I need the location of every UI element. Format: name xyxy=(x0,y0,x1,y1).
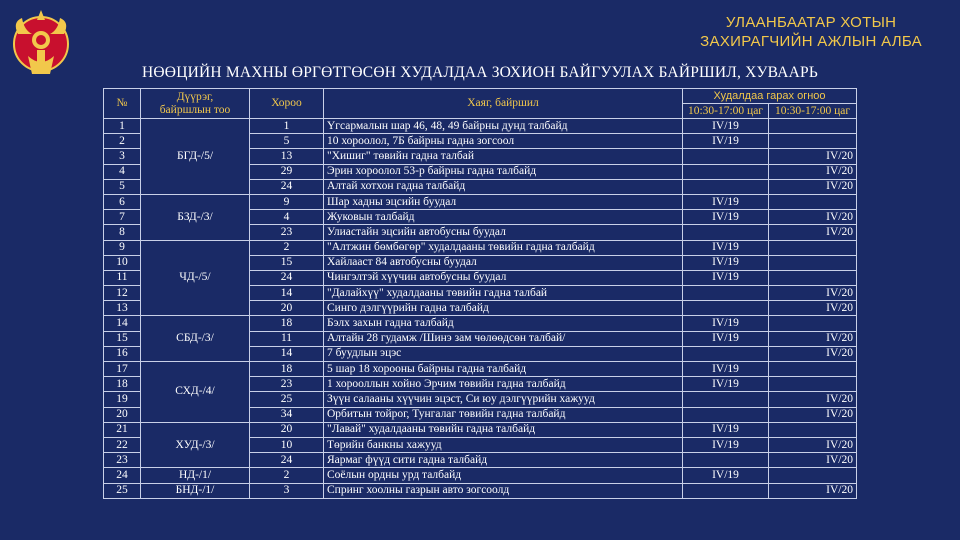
khoroo-number: 24 xyxy=(250,453,324,468)
table-row xyxy=(104,468,857,483)
row-number: 14 xyxy=(104,316,141,331)
sales-date-day2 xyxy=(769,119,857,134)
row-number: 25 xyxy=(104,483,141,498)
row-number: 4 xyxy=(104,164,141,179)
sales-date-day2: IV/20 xyxy=(769,437,857,452)
row-number: 17 xyxy=(104,362,141,377)
address-cell: Яармаг фүүд сити гадна талбайд xyxy=(324,453,683,468)
sales-date-day1 xyxy=(683,164,769,179)
sales-date-day2: IV/20 xyxy=(769,149,857,164)
address-cell: Чингэлтэй хүүчин автобусны буудал xyxy=(324,270,683,285)
header-no: № xyxy=(104,89,141,119)
sales-date-day1: IV/19 xyxy=(683,422,769,437)
sales-date-day2 xyxy=(769,270,857,285)
sales-date-day1: IV/19 xyxy=(683,255,769,270)
row-number: 18 xyxy=(104,377,141,392)
khoroo-number: 1 xyxy=(250,119,324,134)
sales-date-day1 xyxy=(683,225,769,240)
row-number: 23 xyxy=(104,453,141,468)
sales-date-day1 xyxy=(683,149,769,164)
address-cell: Бэлх захын гадна талбайд xyxy=(324,316,683,331)
address-cell: Синго дэлгүүрийн гадна талбайд xyxy=(324,301,683,316)
sales-date-day2: IV/20 xyxy=(769,331,857,346)
khoroo-number: 5 xyxy=(250,134,324,149)
address-cell: "Лавай" худалдааны төвийн гадна талбайд xyxy=(324,422,683,437)
sales-date-day1: IV/19 xyxy=(683,119,769,134)
district-name: СХД-/4/ xyxy=(141,362,250,423)
sales-date-day2 xyxy=(769,194,857,209)
table-row xyxy=(104,316,857,331)
khoroo-number: 15 xyxy=(250,255,324,270)
address-cell: Хайлааст 84 автобусны буудал xyxy=(324,255,683,270)
district-name: ЧД-/5/ xyxy=(141,240,250,316)
sales-date-day2: IV/20 xyxy=(769,392,857,407)
khoroo-number: 10 xyxy=(250,437,324,452)
row-number: 3 xyxy=(104,149,141,164)
organization-name xyxy=(700,13,922,51)
row-number: 22 xyxy=(104,437,141,452)
sales-date-day2 xyxy=(769,362,857,377)
district-name: БГД-/5/ xyxy=(141,119,250,195)
row-number: 13 xyxy=(104,301,141,316)
row-number: 16 xyxy=(104,346,141,361)
sales-date-day1 xyxy=(683,392,769,407)
khoroo-number: 18 xyxy=(250,362,324,377)
schedule-body xyxy=(104,119,857,499)
khoroo-number: 9 xyxy=(250,194,324,209)
khoroo-number: 25 xyxy=(250,392,324,407)
khoroo-number: 24 xyxy=(250,270,324,285)
row-number: 7 xyxy=(104,210,141,225)
address-cell: Эрин хороолол 53-р байрны гадна талбайд xyxy=(324,164,683,179)
khoroo-number: 23 xyxy=(250,225,324,240)
sales-date-day2 xyxy=(769,240,857,255)
khoroo-number: 2 xyxy=(250,468,324,483)
header-address: Хаяг, байршил xyxy=(324,89,683,119)
khoroo-number: 18 xyxy=(250,316,324,331)
khoroo-number: 20 xyxy=(250,422,324,437)
address-cell: "Далайхүү" худалдааны төвийн гадна талбай xyxy=(324,286,683,301)
sales-date-day2 xyxy=(769,255,857,270)
address-cell: Спринг хоолны газрын авто зогсоолд xyxy=(324,483,683,498)
sales-date-day1 xyxy=(683,346,769,361)
district-name: СБД-/3/ xyxy=(141,316,250,362)
sales-date-day1 xyxy=(683,286,769,301)
khoroo-number: 4 xyxy=(250,210,324,225)
address-cell: Төрийн банкны хажууд xyxy=(324,437,683,452)
table-header-row xyxy=(104,89,857,104)
address-cell: 1 хорооллын хойно Эрчим төвийн гадна талбайд xyxy=(324,377,683,392)
sales-date-day2: IV/20 xyxy=(769,210,857,225)
khoroo-number: 3 xyxy=(250,483,324,498)
address-cell: Орбитын тойрог, Тунгалаг төвийн гадна талбайд xyxy=(324,407,683,422)
address-cell: 7 буудлын эцэс xyxy=(324,346,683,361)
khoroo-number: 29 xyxy=(250,164,324,179)
district-name: НД-/1/ xyxy=(141,468,250,483)
table-row xyxy=(104,362,857,377)
sales-date-day1: IV/19 xyxy=(683,210,769,225)
table-row xyxy=(104,483,857,498)
header-district xyxy=(141,89,250,119)
org-line-2: ЗАХИРАГЧИЙН АЖЛЫН АЛБА xyxy=(700,33,922,50)
sales-date-day2: IV/20 xyxy=(769,301,857,316)
table-row xyxy=(104,194,857,209)
address-cell: Шар хадны эцсийн буудал xyxy=(324,194,683,209)
row-number: 5 xyxy=(104,179,141,194)
address-cell: Соёлын ордны урд талбайд xyxy=(324,468,683,483)
khoroo-number: 14 xyxy=(250,286,324,301)
sales-date-day1 xyxy=(683,301,769,316)
sales-date-day1: IV/19 xyxy=(683,240,769,255)
sales-date-day1: IV/19 xyxy=(683,377,769,392)
header-sales-date: Худалдаа гарах огноо xyxy=(683,89,857,104)
sales-date-day1 xyxy=(683,179,769,194)
sales-date-day1 xyxy=(683,453,769,468)
table-row xyxy=(104,240,857,255)
address-cell: Алтай хотхон гадна талбайд xyxy=(324,179,683,194)
sales-date-day2 xyxy=(769,134,857,149)
table-row xyxy=(104,422,857,437)
district-name: БЗД-/3/ xyxy=(141,194,250,240)
row-number: 21 xyxy=(104,422,141,437)
row-number: 1 xyxy=(104,119,141,134)
khoroo-number: 23 xyxy=(250,377,324,392)
district-name: ХУД-/3/ xyxy=(141,422,250,468)
row-number: 20 xyxy=(104,407,141,422)
sales-date-day2 xyxy=(769,422,857,437)
sales-date-day1: IV/19 xyxy=(683,331,769,346)
sales-date-day1: IV/19 xyxy=(683,468,769,483)
sales-date-day2: IV/20 xyxy=(769,225,857,240)
row-number: 10 xyxy=(104,255,141,270)
header-district-line2: байршлын тоо xyxy=(159,103,231,116)
sales-date-day2 xyxy=(769,468,857,483)
row-number: 8 xyxy=(104,225,141,240)
schedule-table xyxy=(103,88,857,499)
address-cell: Улиастайн эцсийн автобусны буудал xyxy=(324,225,683,240)
khoroo-number: 2 xyxy=(250,240,324,255)
sales-date-day1: IV/19 xyxy=(683,270,769,285)
address-cell: Зүүн салааны хүүчин эцэст, Си юу дэлгүүрийн хажууд xyxy=(324,392,683,407)
row-number: 6 xyxy=(104,194,141,209)
header-district-line1: Дүүрэг, xyxy=(176,90,214,103)
sales-date-day1: IV/19 xyxy=(683,316,769,331)
sales-date-day1: IV/19 xyxy=(683,362,769,377)
khoroo-number: 11 xyxy=(250,331,324,346)
khoroo-number: 34 xyxy=(250,407,324,422)
sales-date-day2: IV/20 xyxy=(769,407,857,422)
khoroo-number: 13 xyxy=(250,149,324,164)
sales-date-day1: IV/19 xyxy=(683,134,769,149)
address-cell: "Хишиг" төвийн гадна талбай xyxy=(324,149,683,164)
sales-date-day1: IV/19 xyxy=(683,437,769,452)
address-cell: "Алтжин бөмбөгөр" худалдааны төвийн гадна талбайд xyxy=(324,240,683,255)
row-number: 15 xyxy=(104,331,141,346)
org-line-1: УЛААНБААТАР ХОТЫН xyxy=(725,14,897,31)
sales-date-day2: IV/20 xyxy=(769,453,857,468)
district-name: БНД-/1/ xyxy=(141,483,250,498)
address-cell: Жуковын талбайд xyxy=(324,210,683,225)
address-cell: Алтайн 28 гудамж /Шинэ зам чөлөөдсөн талбай/ xyxy=(324,331,683,346)
header-khoroo: Хороо xyxy=(250,89,324,119)
address-cell: 10 хороолол, 7Б байрны гадна зогсоол xyxy=(324,134,683,149)
sales-date-day2: IV/20 xyxy=(769,483,857,498)
khoroo-number: 20 xyxy=(250,301,324,316)
row-number: 11 xyxy=(104,270,141,285)
row-number: 24 xyxy=(104,468,141,483)
header-time-2: 10:30-17:00 цаг xyxy=(769,104,857,119)
row-number: 12 xyxy=(104,286,141,301)
row-number: 2 xyxy=(104,134,141,149)
khoroo-number: 24 xyxy=(250,179,324,194)
sales-date-day2: IV/20 xyxy=(769,346,857,361)
table-row xyxy=(104,119,857,134)
page-title: НӨӨЦИЙН МАХНЫ ӨРГӨТГӨСӨН ХУДАЛДАА ЗОХИОН БАЙГУУЛАХ БАЙРШИЛ, ХУВААРЬ xyxy=(142,64,818,81)
khoroo-number: 14 xyxy=(250,346,324,361)
address-cell: Үгсармалын шар 46, 48, 49 байрны дунд талбайд xyxy=(324,119,683,134)
sales-date-day2 xyxy=(769,377,857,392)
row-number: 19 xyxy=(104,392,141,407)
address-cell: 5 шар 18 хорооны байрны гадна талбайд xyxy=(324,362,683,377)
sales-date-day2: IV/20 xyxy=(769,179,857,194)
header-time-1: 10:30-17:00 цаг xyxy=(683,104,769,119)
row-number: 9 xyxy=(104,240,141,255)
sales-date-day2 xyxy=(769,316,857,331)
sales-date-day1 xyxy=(683,483,769,498)
sales-date-day1 xyxy=(683,407,769,422)
sales-date-day2: IV/20 xyxy=(769,286,857,301)
sales-date-day2: IV/20 xyxy=(769,164,857,179)
sales-date-day1: IV/19 xyxy=(683,194,769,209)
